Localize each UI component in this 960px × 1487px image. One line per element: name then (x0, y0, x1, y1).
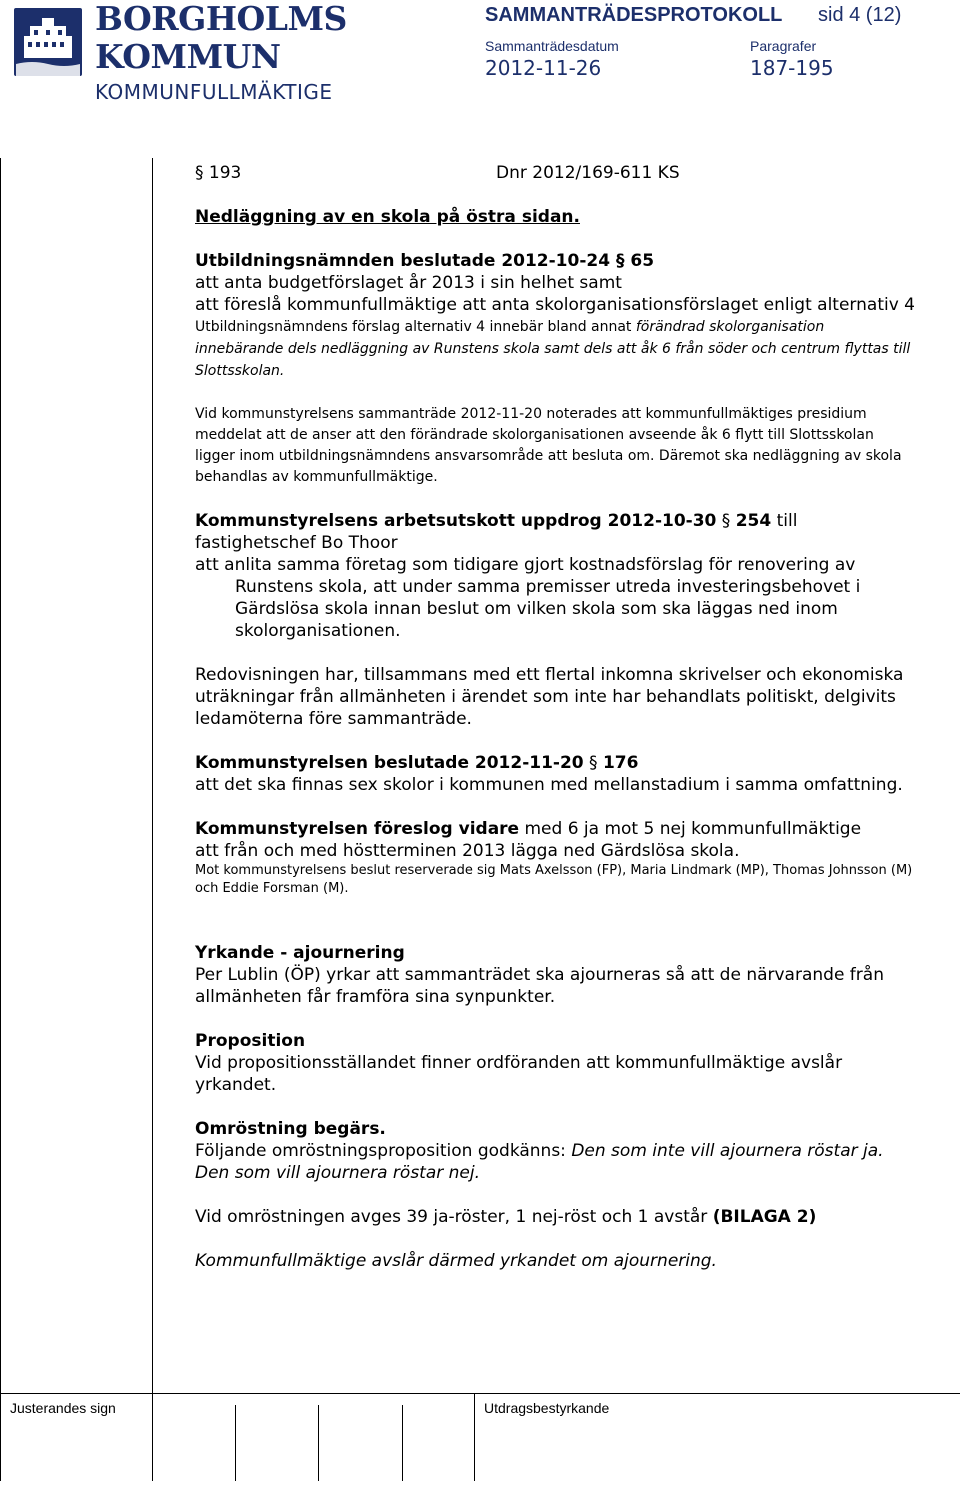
ks-proposal (195, 818, 915, 840)
un-note (195, 316, 915, 382)
municipal-coat-of-arms-icon (12, 6, 84, 78)
sign-label: Justerandes sign (10, 1400, 116, 1416)
conclusion: Kommunfullmäktige avslår därmed yrkandet om ajournering. (195, 1251, 717, 1271)
left-margin-line (0, 158, 1, 1481)
proposition-text: Vid propositionsställandet finner ordföranden att kommunfullmäktige avslår yrkandet. (195, 1053, 843, 1095)
page-number: sid 4 (12) (818, 4, 902, 26)
au-par: 254 (735, 511, 772, 531)
case-number: 193 (208, 163, 242, 183)
vote-result (195, 1206, 915, 1228)
proposition-heading: Proposition (195, 1031, 306, 1051)
yrkande-text: Per Lublin (ÖP) yrkar att sammanträdet ska ajourneras så att de närvarande från allmänheten får framföra sina synpunkter. (195, 965, 884, 1007)
yrkande-heading: Yrkande - ajournering (195, 943, 405, 963)
un-decision-text: Utbildningsnämnden beslutade 2012-10-24 (195, 251, 611, 271)
logo-line-1: BORGHOLMS (95, 0, 347, 38)
ks-proposal-att: att från och med höstterminen 2013 lägga ned Gärdslösa skola. (195, 841, 740, 861)
paragraphs-label: Paragrafer (750, 38, 817, 54)
redovisning: Redovisningen har, tillsammans med ett flertal inkomna skrivelser och ekonomiska uträkningar från allmänheten i ärendet som inte har behandlats politiskt, delgivits ledamöterna före sammanträde. (195, 665, 904, 729)
reservation: Mot kommunstyrelsens beslut reserverade sig Mats Axelsson (FP), Maria Lindmark (MP), Thomas Johnsson (M) och Eddie Forsman (M). (195, 863, 913, 896)
footer-divider (0, 1393, 960, 1394)
paragraph-sign-icon: § (615, 251, 625, 271)
date-label: Sammanträdesdatum (485, 38, 619, 54)
department-name: KOMMUNFULLMÄKTIGE (95, 80, 333, 104)
case-heading: Nedläggning av en skola på östra sidan. (195, 207, 580, 227)
un-decision-par: 65 (630, 251, 655, 271)
vote-plain: Följande omröstningsproposition godkänns: (195, 1141, 572, 1161)
paragraph-sign-icon: § (721, 511, 731, 531)
protocol-body (195, 158, 915, 1272)
au-att: att anlita samma företag som tidigare gjort kostnadsförslag för renovering av Runstens skola, att under samma premisser utreda investeringsbehovet i Gärdslösa skola innan beslut om vilken skola som ska läggas ned inom skolorganisationen. (195, 555, 861, 641)
footer-extract-box (474, 1393, 475, 1481)
ks-proposal-rest: med 6 ja mot 5 nej kommunfullmäktige (519, 819, 862, 839)
footer-sign-box-1 (152, 1393, 153, 1481)
footer-sign-box-2 (235, 1405, 236, 1481)
footer-sign-box-3 (318, 1405, 319, 1481)
un-note-italic: förändrad skolorganisation innebärande dels nedläggning av Runstens skola samt dels att åk 6 från söder och centrum flyttas till Slottsskolan. (195, 319, 911, 379)
ks-proposal-bold: Kommunstyrelsen föreslog vidare (195, 819, 520, 839)
ks-decision-heading (195, 752, 915, 774)
au-heading-text: Kommunstyrelsens arbetsutskott uppdrog 2012-10-30 (195, 511, 717, 531)
paragraph-sign-icon: § (195, 163, 209, 183)
footer-sign-box-4 (402, 1405, 403, 1481)
au-suffix: till fastighetschef Bo Thoor (195, 511, 798, 553)
vote-proposition (195, 1140, 915, 1184)
attachment-ref: (BILAGA 2) (712, 1207, 817, 1227)
ks-decision-text: Kommunstyrelsen beslutade 2012-11-20 (195, 753, 584, 773)
logo-line-2: KOMMUN (95, 37, 281, 76)
extract-label: Utdragsbestyrkande (484, 1400, 610, 1416)
date-value: 2012-11-26 (485, 56, 602, 80)
paragraph-sign-icon: § (589, 753, 598, 773)
ks-decision-par: 176 (602, 753, 639, 773)
ks-att: att det ska finnas sex skolor i kommunen med mellanstadium i samma omfattning. (195, 775, 903, 795)
ks-meeting-note: Vid kommunstyrelsens sammanträde 2012-11-20 noterades att kommunfullmäktiges presidium meddelat att de anser att den förändrade skolorganisationen avseende åk 6 flytt till Slottsskolan ligger inom utbildningsnämndens ansvarsområde att besluta om. Däremot ska nedläggning av skola behandlas av kommunfullmäktige. (195, 406, 902, 485)
paragraphs-value: 187-195 (750, 56, 834, 80)
un-att-2: att föreslå kommunfullmäktige att anta skolorganisationsförslaget enligt alternativ 4 (195, 295, 915, 315)
document-title: SAMMANTRÄDESPROTOKOLL (485, 4, 783, 26)
un-note-plain: Utbildningsnämndens förslag alternativ 4 innebär bland annat (195, 319, 636, 335)
logo-wordmark (95, 0, 347, 76)
un-att-1: att anta budgetförslaget år 2013 i sin helhet samt (195, 273, 622, 293)
un-decision-heading (195, 250, 915, 272)
vote-result-text: Vid omröstningen avges 39 ja-röster, 1 nej-röst och 1 avstår (195, 1207, 713, 1227)
margin-column-line (152, 158, 153, 1393)
diary-number: Dnr 2012/169-611 KS (496, 163, 680, 183)
au-heading (195, 510, 915, 554)
case-line (195, 162, 915, 184)
vote-italic: Den som inte vill ajournera röstar ja. Den som vill ajournera röstar nej. (195, 1141, 884, 1183)
vote-heading: Omröstning begärs. (195, 1119, 386, 1139)
